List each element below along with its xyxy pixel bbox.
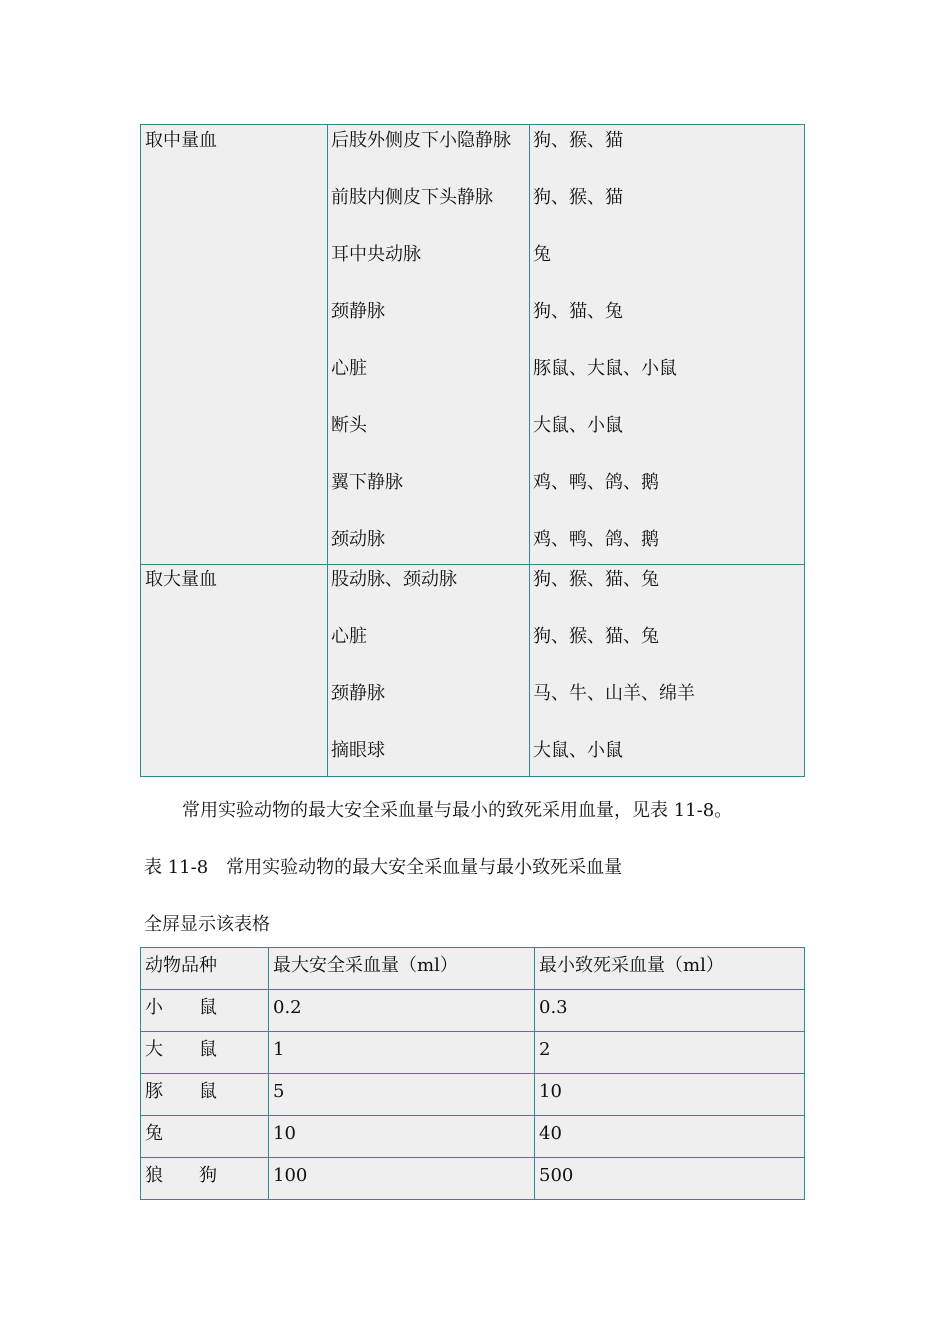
- table-cell: [141, 1116, 269, 1158]
- max-safe-cell: 5: [273, 1081, 285, 1102]
- animals-label: 大鼠、小鼠: [533, 415, 623, 436]
- table-header-row: [141, 948, 804, 990]
- max-safe-cell: 10: [273, 1123, 296, 1144]
- site-label: 摘眼球: [331, 740, 385, 761]
- header-species: 动物品种: [145, 955, 217, 976]
- site-label: 颈静脉: [331, 683, 385, 704]
- table-cell: [141, 1158, 269, 1200]
- animals-label: 大鼠、小鼠: [533, 740, 623, 761]
- animals-label: 狗、猴、猫: [533, 130, 623, 151]
- min-lethal-cell: 500: [539, 1165, 574, 1186]
- site-label: 耳中央动脉: [331, 244, 421, 265]
- site-label: 颈静脉: [331, 301, 385, 322]
- header-cell: [535, 948, 804, 990]
- table-caption: 表 11-8 常用实验动物的最大安全采血量与最小致死采血量: [144, 857, 623, 878]
- animals-label: 狗、猴、猫: [533, 187, 623, 208]
- table-cell: [141, 990, 269, 1032]
- site-label: 心脏: [331, 358, 367, 379]
- table-cell: [269, 1158, 535, 1200]
- table-cell: [269, 1116, 535, 1158]
- table-cell: [269, 990, 535, 1032]
- animals-label: 狗、猴、猫、兔: [533, 626, 659, 647]
- header-max-safe: 最大安全采血量（ml）: [273, 955, 458, 976]
- max-safe-cell: 100: [273, 1165, 308, 1186]
- method-cell: [141, 565, 328, 776]
- table-row: [141, 1032, 804, 1074]
- table-row: [141, 990, 804, 1032]
- max-safe-cell: 1: [273, 1039, 285, 1060]
- animals-label: 鸡、鸭、鸽、鹅: [533, 529, 659, 550]
- table-section-large-volume: [141, 565, 804, 776]
- table-row: [141, 1158, 804, 1200]
- animals-column: [530, 565, 804, 776]
- animals-column: [530, 125, 804, 565]
- table-row: [141, 1116, 804, 1158]
- table-cell: [535, 1074, 804, 1116]
- blood-sampling-sites-table: [140, 124, 805, 777]
- min-lethal-cell: 0.3: [539, 997, 568, 1018]
- table-cell: [535, 1116, 804, 1158]
- table-section-medium-volume: [141, 125, 804, 565]
- animals-label: 狗、猴、猫、兔: [533, 569, 659, 590]
- fullscreen-table-link[interactable]: 全屏显示该表格: [144, 914, 270, 935]
- species-cell: 大 鼠: [145, 1039, 217, 1060]
- species-cell: 狼 狗: [145, 1165, 217, 1186]
- header-min-lethal: 最小致死采血量（ml）: [539, 955, 724, 976]
- animals-label: 兔: [533, 244, 551, 265]
- header-cell: [269, 948, 535, 990]
- site-label: 股动脉、颈动脉: [331, 569, 457, 590]
- min-lethal-cell: 2: [539, 1039, 551, 1060]
- method-label: 取大量血: [145, 569, 217, 590]
- table-cell: [269, 1074, 535, 1116]
- table-row: [141, 1074, 804, 1116]
- site-label: 心脏: [331, 626, 367, 647]
- species-cell: 豚 鼠: [145, 1081, 217, 1102]
- site-label: 断头: [331, 415, 367, 436]
- max-safe-cell: 0.2: [273, 997, 302, 1018]
- animals-label: 马、牛、山羊、绵羊: [533, 683, 695, 704]
- table-cell: [535, 1158, 804, 1200]
- min-lethal-cell: 40: [539, 1123, 562, 1144]
- table-cell: [535, 990, 804, 1032]
- table-cell: [141, 1032, 269, 1074]
- site-column: [328, 565, 530, 776]
- method-label: 取中量血: [145, 130, 217, 151]
- species-cell: 兔: [145, 1123, 163, 1144]
- site-label: 前肢内侧皮下头静脉: [331, 187, 493, 208]
- site-label: 翼下静脉: [331, 472, 403, 493]
- table-cell: [141, 1074, 269, 1116]
- min-lethal-cell: 10: [539, 1081, 562, 1102]
- table-cell: [535, 1032, 804, 1074]
- blood-volume-table: [140, 947, 805, 1200]
- site-label: 后肢外侧皮下小隐静脉: [331, 130, 511, 151]
- site-label: 颈动脉: [331, 529, 385, 550]
- animals-label: 狗、猫、兔: [533, 301, 623, 322]
- animals-label: 鸡、鸭、鸽、鹅: [533, 472, 659, 493]
- header-cell: [141, 948, 269, 990]
- table-cell: [269, 1032, 535, 1074]
- method-cell: [141, 125, 328, 565]
- site-column: [328, 125, 530, 565]
- animals-label: 豚鼠、大鼠、小鼠: [533, 358, 677, 379]
- body-paragraph: 常用实验动物的最大安全采血量与最小的致死采用血量，见表 11-8。: [182, 800, 733, 821]
- species-cell: 小 鼠: [145, 997, 217, 1018]
